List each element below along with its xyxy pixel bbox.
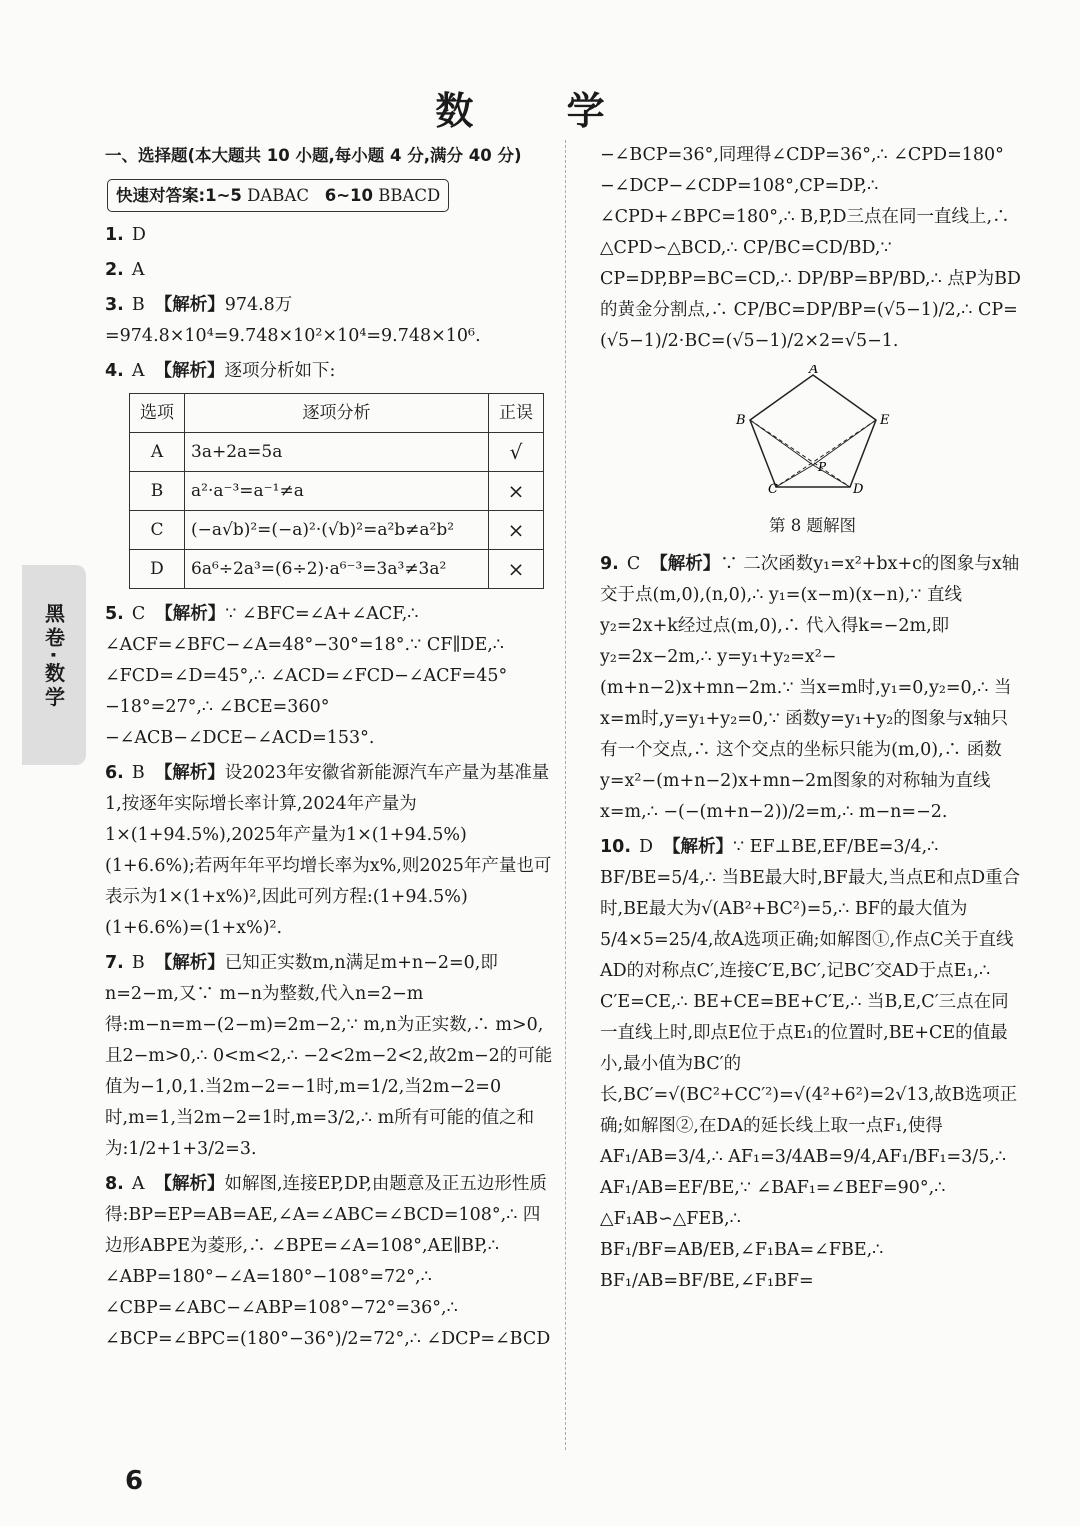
item-answer: A <box>131 260 145 280</box>
analysis-tag: 【解析】 <box>154 361 225 381</box>
table-row <box>130 511 544 550</box>
quick-answer-1: DABAC <box>247 186 309 205</box>
answer-item-7 <box>105 948 555 1165</box>
page-number: 6 <box>125 1466 144 1496</box>
item-analysis: 974.8万=974.8×10⁴=9.748×10²×10⁴=9.748×10⁶. <box>105 295 481 346</box>
label-b: B <box>735 413 746 428</box>
item-answer: B <box>131 295 145 315</box>
item-number: 3. <box>105 295 124 315</box>
table-header-row <box>130 394 544 433</box>
item-number: 7. <box>105 953 124 973</box>
figure-8 <box>600 365 1025 506</box>
segment-cp <box>776 465 813 487</box>
table-row <box>130 472 544 511</box>
quick-answer-box <box>107 179 449 212</box>
segment-bd <box>750 420 850 487</box>
answer-item-4 <box>105 356 555 387</box>
table-cell-mark: × <box>489 550 544 589</box>
table-cell-option: B <box>130 472 185 511</box>
side-tab <box>22 565 86 765</box>
item-number: 9. <box>600 554 619 574</box>
item-number: 4. <box>105 361 124 381</box>
item-analysis: ∵ 二次函数y₁=x²+bx+c的图象与x轴交于点(m,0),(n,0),∴ y₁=(x−m)(x−n),∵ 直线y₂=2x+k经过点(m,0),∴ 代入得k=−2m,即y₂=2x−2m,∴ y=y₁+y₂=x²−(m+n−2)x+mn−2m.∵ 当x=m时,y₁=0,y₂=0,∴ 当x=m时,y=y₁+y₂=0,∵ 函数y=y₁+y₂的图象与x轴只有一个交点,∴ 这个交点的坐标只能为(m,0),∴ 函数y=x²−(m+n−2)x+mn−2m图象的对称轴为直线x=m,∴ −(−(m+n−2))/2=m,∴ m−n=−2. <box>600 554 1020 822</box>
item-answer: A <box>131 1174 145 1194</box>
label-c: C <box>767 482 778 495</box>
side-tab-label: 黑卷·数学 <box>41 603 66 711</box>
label-a: A <box>808 365 818 377</box>
answer-item-8 <box>105 1169 555 1355</box>
table-row <box>130 550 544 589</box>
table-cell-analysis: a²·a⁻³=a⁻¹≠a <box>185 472 489 511</box>
table-row <box>130 433 544 472</box>
item-answer: C <box>626 554 641 574</box>
item-answer: B <box>131 763 145 783</box>
item-analysis: 设2023年安徽省新能源汽车产量为基准量1,按逐年实际增长率计算,2024年产量为1×(1+94.5%),2025年产量为1×(1+94.5%)(1+6.6%);若两年年平均增长率为x%,则2025年产量也可表示为1×(1+x%)²,因此可列方程:(1+94.5%)(1+6.6%)=(1+x%)². <box>105 763 552 938</box>
figure-caption: 第 8 题解图 <box>769 516 856 535</box>
analysis-tag: 【解析】 <box>154 1174 225 1194</box>
table-cell-mark: × <box>489 472 544 511</box>
answer-item-6 <box>105 758 555 944</box>
answer-item-8-continued <box>600 140 1025 357</box>
item-number: 6. <box>105 763 124 783</box>
answer-item-3 <box>105 290 555 352</box>
table-cell-analysis: 6a⁶÷2a³=(6÷2)·a⁶⁻³=3a³≠3a² <box>185 550 489 589</box>
answer-item-9 <box>600 549 1025 828</box>
column-divider <box>565 140 566 1450</box>
analysis-tag: 【解析】 <box>663 837 734 857</box>
item-analysis: −∠BCP=36°,同理得∠CDP=36°,∴ ∠CPD=180°−∠DCP−∠CDP=108°,CP=DP,∴ ∠CPD+∠BPC=180°,∴ B,P,D三点在同一直线上,∴ △CPD∽△BCD,∴ CP/BC=CD/BD,∵ CP=DP,BP=BC=CD,∴ DP/BP=BP/BD,∴ 点P为BD的黄金分割点,∴ CP/BC=DP/BP=(√5−1)/2,∴ CP=(√5−1)/2·BC=(√5−1)/2×2=√5−1. <box>600 145 1021 351</box>
item-number: 1. <box>105 225 124 245</box>
table-header: 正误 <box>489 394 544 433</box>
answer-item-5 <box>105 599 555 754</box>
quick-answer-range-2: 6~10 <box>324 186 373 205</box>
left-column <box>105 140 555 1359</box>
item-number: 8. <box>105 1174 124 1194</box>
item-answer: D <box>131 225 146 245</box>
answer-item-10 <box>600 832 1025 1297</box>
item-answer: C <box>131 604 146 624</box>
right-column <box>600 140 1025 1301</box>
item-analysis: 逐项分析如下: <box>224 361 336 381</box>
item-number: 5. <box>105 604 124 624</box>
quick-answer-label: 快速对答案: <box>116 186 206 205</box>
item-analysis: ∵ EF⊥BE,EF/BE=3/4,∴ BF/BE=5/4,∴ 当BE最大时,BF最大,当点E和点D重合时,BE最大为√(AB²+BC²)=5,∴ BF的最大值为5/4×5=25/4,故A选项正确;如解图①,作点C关于直线AD的对称点C′,连接C′E,BC′,记BC′交AD于点E₁,∴ C′E=CE,∴ BE+CE=BE+C′E,∴ 当B,E,C′三点在同一直线上时,即点E位于点E₁的位置时,BE+CE的值最小,最小值为BC′的长,BC′=√(BC²+CC′²)=√(4²+6²)=2√13,故B选项正确;如解图②,在DA的延长线上取一点F₁,使得AF₁/AB=3/4,∴ AF₁=3/4AB=9/4,AF₁/BF₁=3/5,∴ AF₁/AB=EF/BE,∵ ∠BAF₁=∠BEF=90°,∴ △F₁AB∽△FEB,∴ BF₁/BF=AB/EB,∠F₁BA=∠FBE,∴ BF₁/AB=BF/BE,∠F₁BF= <box>600 837 1021 1291</box>
item-number: 2. <box>105 260 124 280</box>
answer-item-2 <box>105 255 555 286</box>
table-cell-option: D <box>130 550 185 589</box>
item-analysis: 如解图,连接EP,DP,由题意及正五边形性质得:BP=EP=AB=AE,∠A=∠ABC=∠BCD=108°,∴ 四边形ABPE为菱形,∴ ∠BPE=∠A=108°,AE∥BP,∴ ∠ABP=180°−∠A=180°−108°=72°,∴ ∠CBP=∠ABC−∠ABP=108°−72°=36°,∴ ∠BCP=∠BPC=(180°−36°)/2=72°,∴ ∠DCP=∠BCD <box>105 1174 551 1349</box>
page-title: 数 学 <box>435 89 645 133</box>
label-e: E <box>879 413 889 428</box>
section-heading: 一、选择题(本大题共 10 小题,每小题 4 分,满分 40 分) <box>105 146 522 165</box>
table-cell-option: C <box>130 511 185 550</box>
table-cell-analysis: 3a+2a=5a <box>185 433 489 472</box>
analysis-tag: 【解析】 <box>154 953 225 973</box>
table-header: 选项 <box>130 394 185 433</box>
quick-answer-2: BBACD <box>378 186 441 205</box>
pentagon-diagram <box>728 365 898 495</box>
table-header: 逐项分析 <box>185 394 489 433</box>
table-cell-mark: × <box>489 511 544 550</box>
answer-item-1 <box>105 220 555 251</box>
pentagon-outline <box>750 375 876 487</box>
table-cell-mark: √ <box>489 433 544 472</box>
item-answer: D <box>639 837 654 857</box>
item4-analysis-table <box>129 393 544 589</box>
analysis-tag: 【解析】 <box>154 295 225 315</box>
label-p: P <box>817 460 826 474</box>
analysis-tag: 【解析】 <box>155 604 226 624</box>
item-analysis: 已知正实数m,n满足m+n−2=0,即n=2−m,又∵ m−n为整数,代入n=2−m得:m−n=m−(2−m)=2m−2,∵ m,n为正实数,∴ m>0,且2−m>0,∴ 0<m<2,∴ −2<2m−2<2,故2m−2的可能值为−1,0,1.当2m−2=−1时,m=1/2,当2m−2=0时,m=1,当2m−2=1时,m=3/2,∴ m所有可能的值之和为:1/2+1+3/2=3. <box>105 953 553 1159</box>
item-analysis: ∵ ∠BFC=∠A+∠ACF,∴ ∠ACF=∠BFC−∠A=48°−30°=18°.∵ CF∥DE,∴ ∠FCD=∠D=45°,∴ ∠ACD=∠FCD−∠ACF=45°−18°=27°,∴ ∠BCE=360°−∠ACB−∠DCE−∠ACD=153°. <box>105 604 508 748</box>
label-d: D <box>852 482 863 495</box>
item-answer: A <box>131 361 145 381</box>
analysis-tag: 【解析】 <box>650 554 721 574</box>
item-number: 10. <box>600 837 632 857</box>
table-cell-analysis: (−a√b)²=(−a)²·(√b)²=a²b≠a²b² <box>185 511 489 550</box>
item-answer: B <box>131 953 145 973</box>
segment-ec <box>776 420 876 487</box>
analysis-tag: 【解析】 <box>154 763 225 783</box>
table-cell-option: A <box>130 433 185 472</box>
quick-answer-range-1: 1~5 <box>205 186 242 205</box>
